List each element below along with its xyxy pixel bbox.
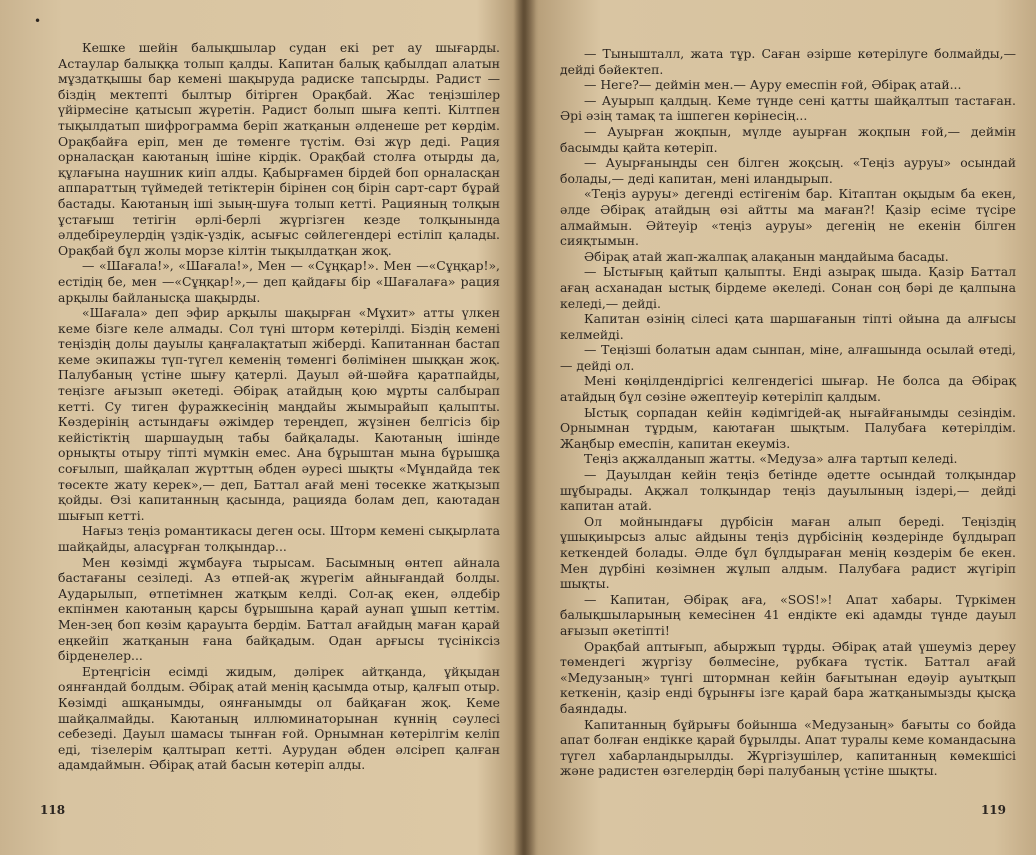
paragraph: Ол мойнындағы дүрбісін маған алып береді. Теңіздің ұшықиырсыз алыс айдыны теңіз дүрбісінің көздерінде бұлдырап кеткендей болады. Әлде бұл бұлдыраған менің көздерім бе екен. Мен дүрбіні көзімнен жұлып алдым. Палубаға радист жүгіріп шықты. [560,513,1016,592]
paragraph: Капитанның бұйрығы бойынша «Медузаның» бағыты со бойда апат болған ендікке қарай бұрылды. Апат туралы кеме командасына түгел хабарландырылды. Жүргізушілер, капитанның көмекшісі және радистен өзгелердің бәрі палубаның үстіне шықты. [560,716,1016,779]
paragraph: — Тынышталл, жата тұр. Саған әзірше көтерілуге болмайды,— дейді бәйектеп. [560,46,1016,77]
paragraph: Орақбай аптығып, абыржып тұрды. Әбірақ атай үшеуміз дереу төмендегі жүргізу бөлмесіне, рубкаға түстік. Баттал ағай «Медузаның» түнгі штормнан кейін бағытынан едәуір ауытқып кеткенін, қазір енді бұрынғы ізге қарай бара жатқанымызды қысқа баяндады. [560,638,1016,716]
right-page-text [560,46,1016,779]
paragraph: Ыстық сорпадан кейін кәдімгідей-ақ нығайғанымды сезіндім. Орнымнан тұрдым, каютаған шықтым. Палубаға көтерілдім. Жаңбыр емеспін, капитан екеуміз. [560,404,1016,451]
paragraph: — Капитан, Әбірақ аға, «SOS!»! Апат хабары. Түркімен балықшыларының кемесінен 41 ендікте екі адамды түнде дауыл ағызып әкетіпті! [560,591,1016,638]
paragraph: Нағыз теңіз романтикасы деген осы. Шторм кемені сықырлата шайқайды, аласұрған толқындар... [58,523,500,554]
paragraph: Теңіз ақжалданып жатты. «Медуза» алға тартып келеді. [584,451,958,467]
paragraph: Мені көңілдендіргісі келгендегісі шығар. Не болса да Әбірақ атайдың бұл сөзіне әжептеуір көтеріліп қалдым. [560,373,1016,405]
paragraph: — «Шағала!», «Шағала!», Мен — «Сұңқар!». Мен —«Сұңқар!», естідің бе, мен —«Сұңқар!»,— деп қайдағы бір «Шағалаға» рация арқылы байланысқа шақырды. [58,258,500,305]
paragraph: — Дауылдан кейін теңіз бетінде әдетте осындай толқындар шұбырады. Ақжал толқындар теңіз дауылының іздері,— дейді капитан атай. [560,467,1016,514]
paragraph: — Ауырған жоқпын, мүлде ауырған жоқпын ғой,— деймін басымды қайта көтеріп. [560,123,1016,155]
paragraph: — Теңізші болатын адам сынпан, міне, алғашында осылай өтеді,— дейді ол. [560,342,1016,373]
paragraph: Кешке шейін балықшылар судан екі рет ау шығарды. Астаулар балыққа толып қалды. Капитан балық қабылдап алатын мұздатқышы бар кемені шақыруда радиске тапсырды. Радист — біздің мектепті былтыр бітірген Орақбай. Жас теңізшілер үйірмесіне қатысып жүретін. Радист болып шыға кепті. Кілтпен тықылдатып шифрограмма беріп жатқанын әлденеше рет көрдім. Орақбайға еріп, мен де төменге түстім. Өзі жүр деді. Рация орналасқан каютаның ішіне кірдік. Орақбай столға отырды да, құлағына наушник киіп алды. Қабырғамен бірдей боп орналасқан аппараттың түймедей тетіктерін бірінен соң бірін сарт-сарт бұрай бастады. Каютаның іші зыың-шуға толып кетті. Рацияның толқын ұстағыш тетігін әрлі-берлі жүргізген кезде толқынында әлдебіреулердің үздік-үздік, асығыс сөйлегендері естіліп қалады. Орақбай бұл жолы морзе кілтін тықылдатқан жоқ. [58,40,500,258]
paragraph: Мен көзімді жұмбауға тырысам. Басымның өнтеп айнала бастағаны сезіледі. Аз өтпей-ақ жүрегім айнығандай болды. Аударылып, өтпетімнен жатқым келді. Сол-ақ екен, әлдебір екпінмен каютаның қарсы бұрышына қарай аунап ұшып кеттім. Мен-зең боп көзім қарауыта бердім. Баттал ағайдың маған қарай еңкейіп жатқанын ғана байқадым. Одан арғысы түсініксіз бірденелер... [58,554,500,664]
page-number-right: 119 [980,803,1006,817]
paragraph: — Неге?— деймін мен.— Ауру емеспін ғой, Әбірақ атай... [584,77,962,93]
paragraph: Ертеңгісін есімді жидым, дәлірек айтқанда, ұйқыдан оянғандай болдым. Әбірақ атай менің қасымда отыр, қалғып отыр. Көзімді ашқанымды, оянғанымды ол байқаған жоқ. Кеме шайқалмайды. Каютаның иллюминаторынан күннің сәулесі себезеді. Дауыл шамасы тынған ғой. Орнымнан көтерілгім келіп еді, тізелерім қалтырап кетті. Аурудан әбден әлсіреп қалған адамдаймын. Әбірақ атай басын көтеріп алды. [58,663,500,773]
paragraph: «Шағала» деп эфир арқылы шақырған «Мұхит» атты үлкен кеме бізге келе алмады. Сол түні шторм көтерілді. Біздің кемені теңіздің долы дауылы қаңғалақтатып жіберді. Капитаннан бастап кеме экипажы түп-түгел кеменің төменгі бөлімінен шыққан жоқ. Палубаның үстіне шығу қатерлі. Дауыл әй-шәйға қаратпайды, теңізге ағызып әкетеді. Әбірақ атайдың қою мұрты салбырап кетті. Су тиген фуражкесінің маңдайы жымырайып қалыпты. Көздерінің астындағы әжімдер тереңдеп, жүзінен белгісіз бір кейістіктің шаршаудың табы байқалады. Каютаның ішінде орнықты отыру тіпті мүмкін емес. Ана бұрыштан мына бұрышқа соғылып, шайқалап жүрттың әбден әуресі шықты «Мұндайда тек төсекте жату керек»,— деп, Баттал ағай мені төсекке жатқызып қойды. Өзі капитанның қасында, рацияда болам деп, каютадан шығып кетті. [58,305,500,523]
paragraph: — Ауырғаныңды сен білген жоқсың. «Теңіз ауруы» осындай болады,— деді капитан, мені иландырып. [560,155,1016,186]
right-page [530,0,1036,855]
paragraph: Капитан өзінің сілесі қата шаршағанын тіпті ойына да алғысы келмейді. [560,311,1016,342]
paragraph: — Ыстығың қайтып қалыпты. Енді азырақ шыда. Қазір Баттал ағаң асханадан ыстық бірдеме әкеледі. Сонан соң бәрі де қалпына келеді,— дейді. [560,264,1016,311]
page-number-left: 118 [40,803,66,817]
paragraph: — Ауырып қалдың. Кеме түнде сені қатты шайқалтып тастаған. Әрі әзің тамақ та ішпеген көрінесің... [560,92,1016,124]
paragraph: «Теңіз ауруы» дегенді естігенім бар. Кітаптан оқыдым ба екен, әлде Әбірақ атайдың өзі айтты ма маған?! Қазір есіме түсіре алмаймын. Әйтеуір «теңіз ауруы» дегенің не екенін білген сияқтымын. [560,186,1016,249]
paragraph: Әбірақ атай жап-жалпақ алақанын маңдайыма басады. [584,248,949,264]
corner-mark: • [34,14,42,28]
left-page-text [58,40,500,773]
